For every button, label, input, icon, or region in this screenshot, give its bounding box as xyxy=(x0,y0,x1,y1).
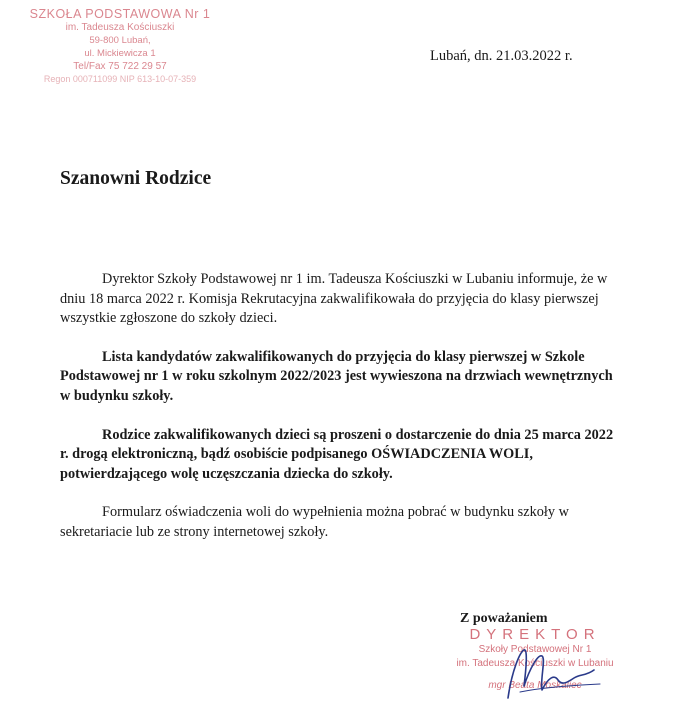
stamp-school-name: SZKOŁA PODSTAWOWA Nr 1 xyxy=(29,7,211,21)
stamp-postal: 59-800 Lubań, xyxy=(89,35,151,46)
closing-phrase: Z poważaniem xyxy=(460,611,548,626)
stamp-phone: Tel/Fax 75 722 29 57 xyxy=(73,61,167,72)
school-stamp xyxy=(20,8,220,104)
paragraph-declaration-request xyxy=(60,426,620,485)
paragraph-list-info xyxy=(60,348,620,407)
letter-body xyxy=(60,270,620,562)
stamp-street: ul. Mickiewicza 1 xyxy=(84,48,156,59)
paragraph-form-info xyxy=(60,503,620,542)
paragraph-form-info-text: Formularz oświadczenia woli do wypełnienia można pobrać w budynku szkoły w sekretariacie lub ze strony internetowej szkoły. xyxy=(60,504,569,540)
paragraph-declaration-request-text: Rodzice zakwalifikowanych dzieci są proszeni o dostarczenie do dnia 25 marca 2022 r. drogą elektroniczną, bądź osobiście podpisanego OŚWIADCZENIA WOLI, potwierdzającego wolę uczęszczania dziecka do szkoły. xyxy=(60,426,614,482)
paragraph-announcement-text: Dyrektor Szkoły Podstawowej nr 1 im. Tadeusza Kościuszki w Lubaniu informuje, że w dniu 18 marca 2022 r. Komisja Rekrutacyjna zakwalifikowała do przyjęcia do klasy pierwszej wszystkie zgłoszone do szkoły dzieci. xyxy=(60,271,608,327)
director-school: Szkoły Podstawowej Nr 1 xyxy=(478,644,592,655)
paragraph-list-info-text: Lista kandydatów zakwalifikowanych do przyjęcia do klasy pierwszej w Szkole Podstawowej nr 1 w roku szkolnym 2022/2023 jest wywieszona na drzwiach wewnętrznych w budynku szkoły. xyxy=(60,348,613,404)
director-patron: im. Tadeusza Kościuszki w Lubaniu xyxy=(456,658,614,669)
director-title: DYREKTOR xyxy=(469,626,601,643)
handwritten-signature xyxy=(490,640,610,706)
stamp-regon-nip: Regon 000711099 NIP 613-10-07-359 xyxy=(43,74,197,84)
salutation-heading: Szanowni Rodzice xyxy=(60,168,212,189)
paragraph-announcement xyxy=(60,270,620,329)
stamp-patron: im. Tadeusza Kościuszki xyxy=(65,22,175,33)
place-date: Lubań, dn. 21.03.2022 r. xyxy=(430,48,573,64)
director-name: mgr Beata Moskaliec xyxy=(488,680,582,691)
